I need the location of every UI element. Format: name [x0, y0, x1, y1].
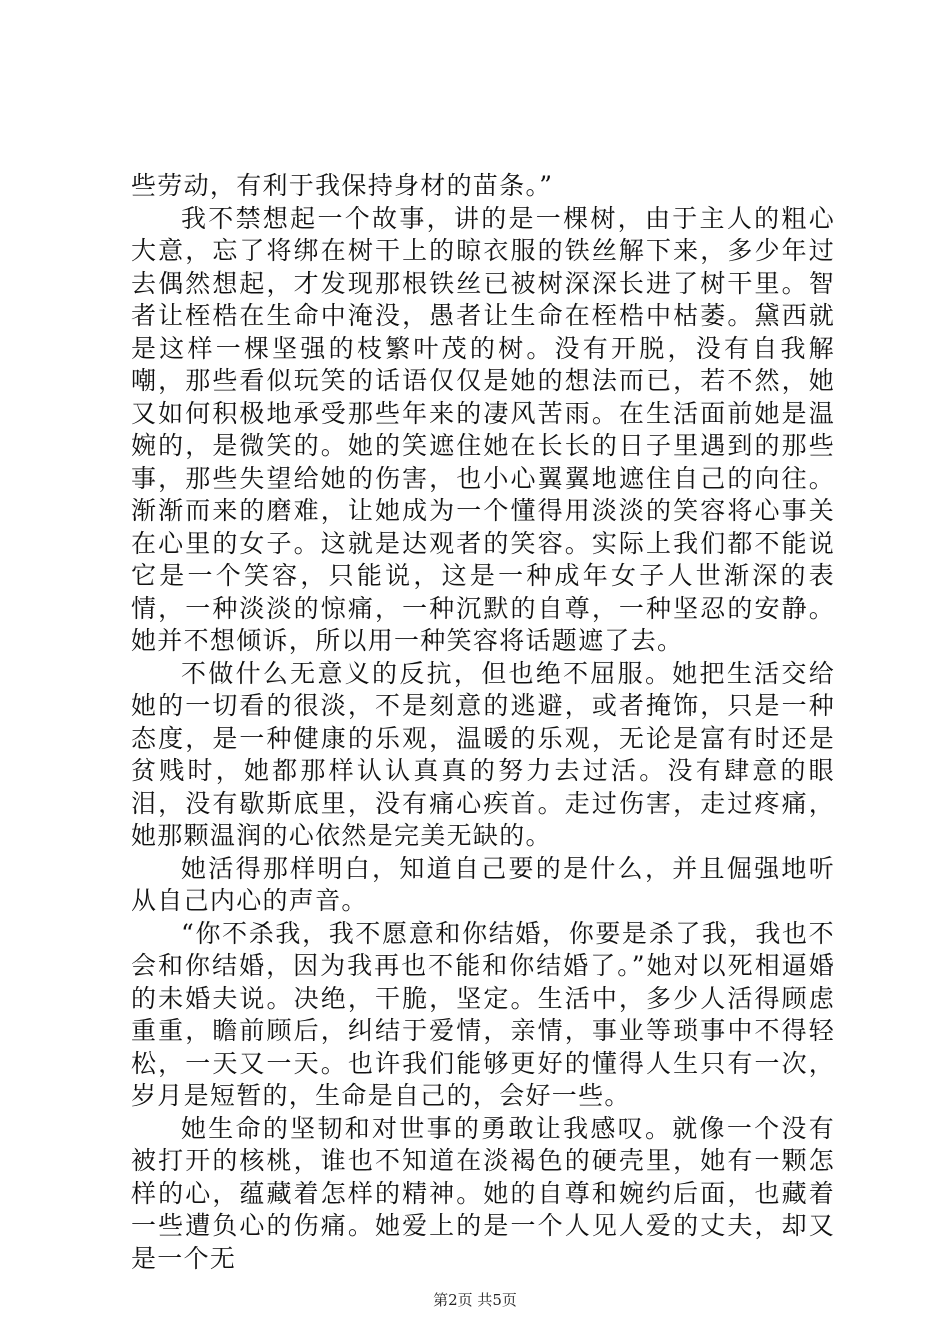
paragraph: “你不杀我，我不愿意和你结婚，你要是杀了我，我也不会和你结婚，因为我再也不能和你结婚了。”她对以死相逼婚的未婚夫说。决绝，干脆，坚定。生活中，多少人活得顾虑重重，瞻前顾后，纠结于爱情，亲情，事业等琐事中不得轻松，一天又一天。也许我们能够更好的懂得人生只有一次，岁月是短暂的，生命是自己的，会好一些。	[131, 918, 835, 1110]
body-text	[131, 170, 835, 1275]
paragraph: 不做什么无意义的反抗，但也绝不屈服。她把生活交给她的一切看的很淡，不是刻意的逃避，或者掩饰，只是一种态度，是一种健康的乐观，温暖的乐观，无论是富有时还是贫贱时，她都那样认认真真的努力去过活。没有肆意的眼泪，没有歇斯底里，没有痛心疾首。走过伤害，走过疼痛，她那颗温润的心依然是完美无缺的。	[131, 658, 835, 850]
page-number: 第2页 共5页	[433, 1291, 517, 1309]
paragraph: 她生命的坚韧和对世事的勇敢让我感叹。就像一个没有被打开的核桃，谁也不知道在淡褐色的硬壳里，她有一颗怎样的心，蕴藏着怎样的精神。她的自尊和婉约后面，也藏着一些遭负心的伤痛。她爱上的是一个人见人爱的丈夫，却又是一个无	[131, 1113, 835, 1273]
paragraph: 她活得那样明白，知道自己要的是什么，并且倔强地听从自己内心的声音。	[131, 853, 835, 915]
paragraph: 些劳动，有利于我保持身材的苗条。”	[131, 171, 554, 200]
paragraph: 我不禁想起一个故事，讲的是一棵树，由于主人的粗心大意，忘了将绑在树干上的晾衣服的铁丝解下来，多少年过去偶然想起，才发现那根铁丝已被树深深长进了树干里。智者让桎梏在生命中淹没，愚者让生命在桎梏中枯萎。黛西就是这样一棵坚强的枝繁叶茂的树。没有开脱，没有自我解嘲，那些看似玩笑的话语仅仅是她的想法而已，若不然，她又如何积极地承受那些年来的凄风苦雨。在生活面前她是温婉的，是微笑的。她的笑遮住她在长长的日子里遇到的那些事，那些失望给她的伤害，也小心翼翼地遮住自己的向往。渐渐而来的磨难，让她成为一个懂得用淡淡的笑容将心事关在心里的女子。这就是达观者的笑容。实际上我们都不能说它是一个笑容，只能说，这是一种成年女子人世渐深的表情，一种淡淡的惊痛，一种沉默的自尊，一种坚忍的安静。她并不想倾诉，所以用一种笑容将话题遮了去。	[131, 203, 835, 655]
page-footer	[0, 1290, 950, 1310]
